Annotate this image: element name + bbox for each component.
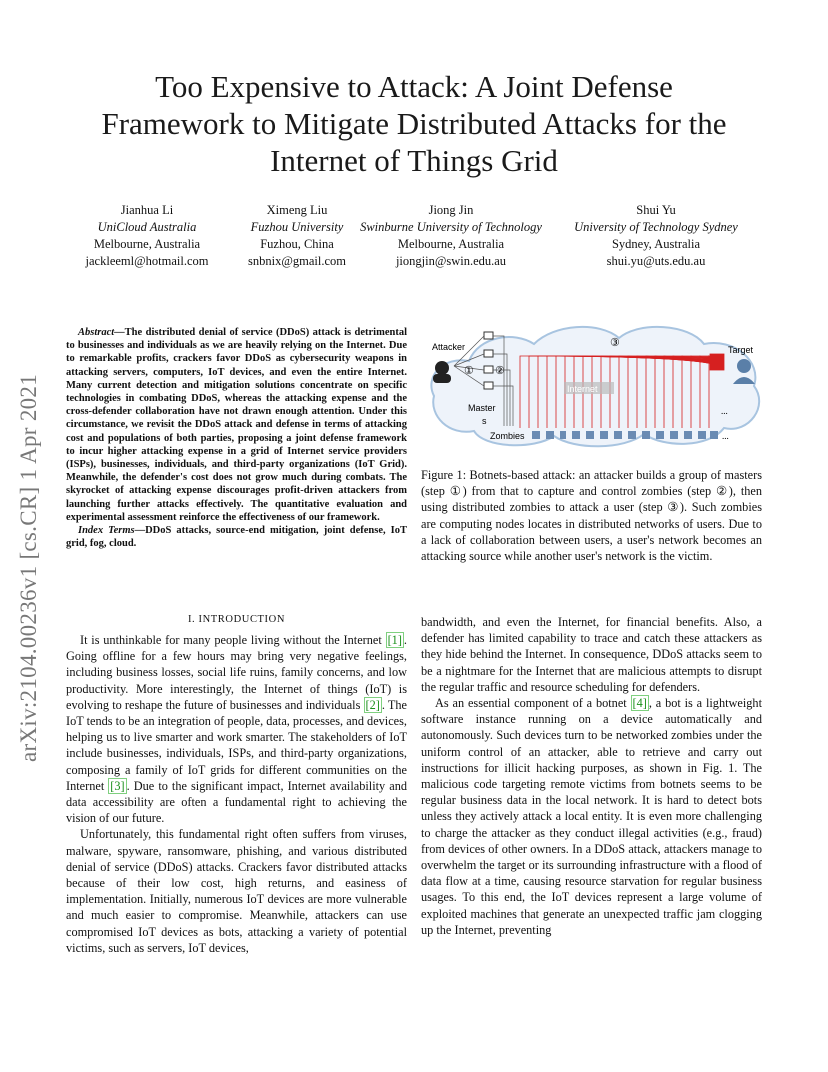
author-affiliation: UniCloud Australia [97,220,197,234]
author-affiliation: Fuzhou University [250,220,344,234]
device-icon [684,431,692,439]
ellipsis: ... [721,406,728,416]
author-1 [82,202,212,270]
device-icon [600,431,608,439]
device-icon [532,431,540,439]
attacker-icon [435,361,449,375]
botnet-figure [424,316,764,452]
citation-link[interactable]: [4] [632,696,647,711]
masters-label-suffix: s [482,416,487,426]
paragraph: It is unthinkable for many people living without the Internet [1] . Going offline for a few hours may bring very negative feelings, including business losses, social life ruins, family concerns, and low productivity. More interestingly, the Internet of things (IoT) is evolving to reshape the future of businesses and individuals [2] . The IoT tends to be an integration of people, data, processes, and devices, helping us to live smarter and work smarter. The stakeholders of IoT include businesses, individuals, ISPs, and third-party organizations, composing a family of IoT grids for different communities on the Internet [3] . Due to the significant impact, Internet availability and data accessibility are often a fundamental right to achieving the vision of our future. [66,633,408,826]
author-2 [238,202,356,270]
title-line: Framework to Mitigate Distributed Attacks for the [101,106,727,141]
author-affiliation: University of Technology Sydney [574,220,738,234]
device-icon [560,431,566,439]
master-node [484,332,493,339]
author-email[interactable]: shui.yu@uts.edu.au [606,254,706,268]
paragraph: Unfortunately, this fundamental right often suffers from viruses, malware, spyware, ransomware, phishing, and various distributed denial of service (DDoS) attacks. Crackers favor distributed attacks because of their low cost, high returns, and easiness of implementation. Initially, numerous IoT devices are more vulnerable and much easier to compromise. Meanwhile, attackers can use compromised IoT devices as bots, attacking a variety of potential victims, such as servers, IoT devices, [66,827,407,955]
paper-title [60,68,768,179]
device-icon [546,431,554,439]
device-icon [698,431,706,439]
step-2-marker: ② [495,365,505,377]
title-line: Internet of Things Grid [270,143,558,178]
abstract [66,326,407,550]
target-icon [737,359,751,373]
internet-label: Internet [567,384,598,394]
citation-link[interactable]: [2] [365,697,380,712]
index-terms-text: —DDoS attacks, source-end mitigation, joint defense, IoT grid, fog, cloud. [66,525,407,550]
device-icon [710,431,718,439]
device-icon [614,431,622,439]
device-icon [642,431,650,439]
author-name: Shui Yu [636,203,676,217]
citation-link[interactable]: [1] [387,633,402,647]
arxiv-identifier: arXiv:2104.00236v1 [cs.CR] 1 Apr 2021 [16,373,41,762]
title-line: Too Expensive to Attack: A Joint Defense [155,69,673,104]
master-node [484,350,493,357]
zombies-label: Zombies [490,431,525,441]
device-icon [656,431,664,439]
intro-left-column [66,632,407,956]
author-name: Jiong Jin [428,203,474,217]
step-1-marker: ① [464,365,474,377]
ellipsis: ... [722,431,729,441]
master-node [484,366,493,373]
figure-caption: Figure 1: Botnets-based attack: an attacker builds a group of masters (step ①) from that to capture and control zombies (step ②), then using distributed zombies to attack a user (step ③). Such zombies are computing nodes locates in distributed networks of users. Due to a lack of collaboration between users, a user's network becomes an attacking source while another user's network is the victim. [421,468,762,564]
author-3 [350,202,552,270]
intro-right-column [421,614,762,938]
author-4 [564,202,748,270]
author-location: Melbourne, Australia [93,237,201,251]
master-node [484,382,493,389]
citation-link[interactable]: [3] [110,778,125,793]
author-email[interactable]: snbnix@gmail.com [248,254,346,268]
author-email[interactable]: jackleeml@hotmail.com [85,254,209,268]
author-name: Jianhua Li [120,203,174,217]
botnet-diagram [424,316,764,452]
attack-convergence [710,354,724,370]
section-heading: I. INTRODUCTION [187,614,286,625]
device-icon [670,431,678,439]
device-icon [572,431,580,439]
step-3-marker: ③ [610,337,620,349]
author-affiliation: Swinburne University of Technology [360,220,542,234]
author-location: Melbourne, Australia [397,237,505,251]
author-name: Ximeng Liu [266,203,328,217]
abstract-label: Abstract [78,327,115,338]
paragraph: As an essential component of a botnet [4] , a bot is a lightweight software instance running on a device automatically and autonomously. Such devices turn to be networked zombies under the uniform control of an attacker, able to retrieve and carry out instructions for illicit hacking purposes, as shown in Fig. 1. The malicious code targeting remote victims from botnets seems to be regular business data in the local network. It is hard to detect bots unless they actively attack a local entity. It is even more challenging to charge the attacker as they conduct illegal activities (e.g., fraud) from devices of other owners. In a DDoS attack, attackers manage to overwhelm the target or its surrounding infrastructure with a flood of data flow at a time, causing resource starvation for regular business usages. To this end, the IoT devices represent a large volume of exploited machines that generate an unexpected traffic jam clogging up the Internet, preventing [421,696,762,937]
target-label: Target [728,345,754,355]
index-terms-label: Index Terms [78,525,135,537]
author-location: Fuzhou, China [260,237,334,251]
author-email[interactable]: jiongjin@swin.edu.au [395,254,507,268]
author-location: Sydney, Australia [611,237,701,251]
abstract-text: —The distributed denial of service (DDoS) attack is detrimental to businesses and individuals as we are heavily relying on the Internet. Due to remarkable profits, crackers favor DDoS as cybersecurity weapons in attacking servers, computers, IoT devices, and even the entire Internet. Many current detection and mitigation solutions concentrate on specific technologies in combating DDoS, whereas the attacking expense and the cross-defender collaboration have not drawn enough attention. Under this circumstance, we revisit the DDoS attack and defense in terms of attacking cost and populations of both parties, proposing a joint defense framework to incur higher attacking expense in a grid of Internet service providers (ISPs), businesses, individuals, and third-party organizations (IoT Grid). Meanwhile, the defender's cost does not grow much during combats. The skyrocket of attacking expense discourages profit-driven attackers from launching further attacks effectively. The quantitative evaluation and experimental assessment reinforce the effectiveness of our framework. [66,327,407,523]
device-icon [586,431,594,439]
paragraph: bandwidth, and even the Internet, for financial benefits. Also, a defender has limited capability to trace and catch these attackers as they hide behind the Internet. In consequence, DDoS attacks seem to be a nightmare for the Internet that are malicious attempts to disrupt the regular traffic and resource scheduling for defenders. [421,615,762,694]
device-icon [628,431,636,439]
masters-label: Master [468,403,496,413]
attacker-label: Attacker [432,342,466,352]
